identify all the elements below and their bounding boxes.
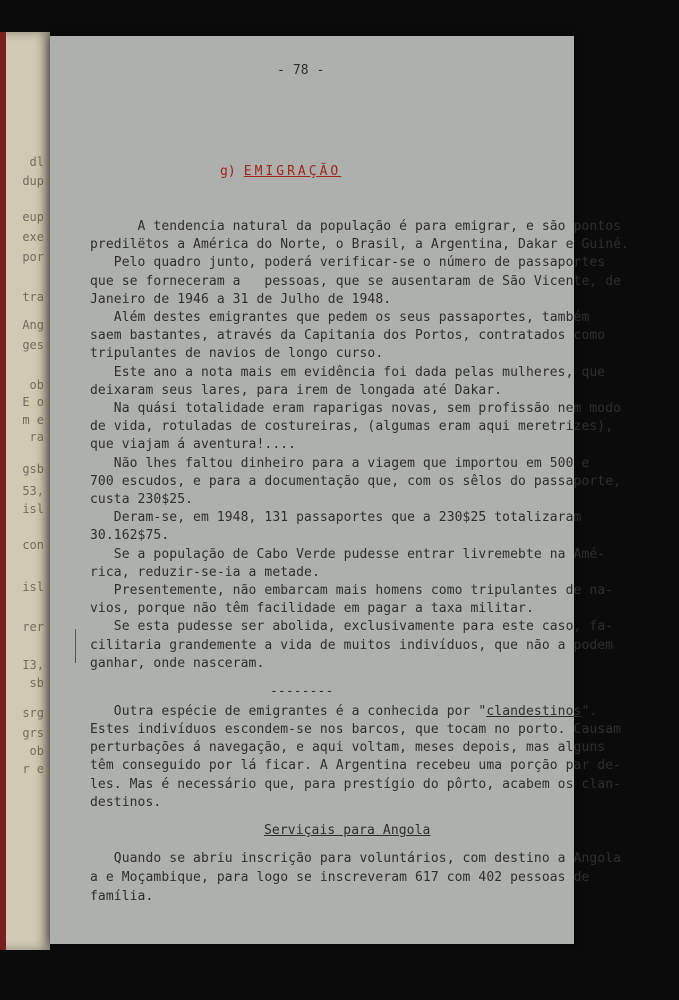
- text-line: que se forneceram a pessoas, que se ausentaram de São Vicente, de: [90, 273, 622, 289]
- text-line: saem bastantes, através da Capitania dos Portos, contratados como: [90, 328, 606, 344]
- facing-page-fragment: rer: [22, 620, 44, 634]
- text-line: Quando se abriu inscrição para voluntários, com destino a Angola: [90, 851, 622, 866]
- text-line: Não lhes faltou dinheiro para a viagem que importou em 500 e: [90, 455, 590, 471]
- facing-page-fragment: ob: [29, 378, 44, 392]
- text-line: família.: [90, 889, 154, 904]
- text-line: Este ano a nota mais em evidência foi dada pelas mulheres, que: [90, 364, 606, 380]
- margin-mark: [75, 629, 76, 663]
- facing-page-edge: [0, 32, 50, 950]
- text-line: Presentemente, não embarcam mais homens como tripulantes de na-: [90, 583, 614, 598]
- section-prefix: g): [220, 164, 244, 179]
- clandestinos-term: clandestinos: [486, 704, 582, 719]
- text-line: a e Moçambique, para logo se inscreveram 617 com 402 pessoas de: [90, 870, 590, 885]
- text-line: cilitaria grandemente a vida de muitos indivíduos, que não a podem: [90, 637, 614, 653]
- text-line: deixaram seus lares, para irem de longada até Dakar.: [90, 382, 503, 398]
- text-line: 700 escudos, e para a documentação que, com os sêlos do passaporte,: [90, 473, 622, 489]
- text-line: Estes indivíduos escondem-se nos barcos, que tocam no porto. Causam: [90, 722, 622, 737]
- text-line: custa 230$25.: [90, 492, 194, 507]
- facing-page-fragment: gsb: [22, 462, 44, 476]
- text-line: ganhar, onde nasceram.: [90, 655, 265, 671]
- facing-page-fragment: ges: [22, 338, 44, 352]
- text-line-end: ".: [581, 704, 598, 719]
- divider: --------: [270, 684, 334, 699]
- text-line: tripulantes de navios de longo curso.: [90, 346, 384, 362]
- document-page: [50, 36, 630, 944]
- facing-page-fragment: isl: [22, 502, 44, 516]
- text-line: Deram-se, em 1948, 131 passaportes que a 230$25 totalizaram: [90, 510, 582, 526]
- facing-page-fragment: dl: [29, 155, 44, 169]
- section-heading: EMIGRAÇÃO: [243, 164, 342, 179]
- text-line: Na quási totalidade eram raparigas novas, sem profissão nem modo: [90, 401, 622, 416]
- text-line: Além destes emigrantes que pedem os seus passaportes, também: [90, 310, 590, 325]
- page-number: - 78 -: [277, 63, 325, 78]
- facing-page-fragment: dup: [22, 174, 44, 188]
- text-line-start: Outra espécie de emigrantes é a conhecida por ": [90, 704, 487, 719]
- subheading: Serviçais para Angola: [264, 823, 431, 838]
- text-line: [90, 704, 597, 719]
- facing-page-fragment: E o: [22, 395, 44, 409]
- text-line: Pelo quadro junto, poderá verificar-se o número de passaportes: [90, 255, 606, 271]
- facing-page-fragment: ob: [29, 744, 44, 758]
- facing-page-fragment: ra: [29, 430, 44, 444]
- text-line: Se a população de Cabo Verde pudesse entrar livremebte na Amé-: [90, 546, 606, 562]
- text-line: les. Mas é necessário que, para prestígio do pôrto, acabem os clan-: [90, 776, 622, 792]
- text-line: 30.162$75.: [90, 528, 170, 544]
- facing-page-fragment: isl: [22, 580, 44, 594]
- facing-page-fragment: con: [22, 538, 44, 552]
- text-line: perturbações á navegação, e aqui voltam, meses depois, mas alguns: [90, 740, 606, 756]
- text-line: vios, porque não têm facilidade em pagar a taxa militar.: [90, 601, 534, 617]
- facing-page-fragment: srg: [22, 706, 44, 720]
- facing-page-fragment: grs: [22, 726, 44, 740]
- text-line: Janeiro de 1946 a 31 de Julho de 1948.: [90, 291, 392, 307]
- facing-page-fragment: por: [22, 250, 44, 264]
- text-line: predilëtos a América do Norte, o Brasil, a Argentina, Dakar e Guiné.: [90, 237, 630, 253]
- section-title: [220, 164, 341, 179]
- facing-page-fragment: 53,: [22, 484, 44, 498]
- text-line: destinos.: [90, 794, 162, 810]
- text-line: têm conseguido por lá ficar. A Argentina recebeu uma porção par de-: [90, 758, 622, 774]
- facing-page-fragment: m e: [22, 413, 44, 427]
- facing-page-fragment: exe: [22, 230, 44, 244]
- facing-page-fragment: eup: [22, 210, 44, 224]
- text-line: rica, reduzir-se-ia a metade.: [90, 564, 320, 580]
- facing-page-fragment: Ang: [22, 318, 44, 332]
- text-line: Se esta pudesse ser abolida, exclusivamente para este caso, fa-: [90, 619, 614, 635]
- facing-page-fragment: tra: [22, 290, 44, 304]
- text-line: A tendencia natural da população é para emigrar, e são pontos: [90, 219, 622, 234]
- book-spine: [0, 32, 6, 950]
- facing-page-fragment: r e: [22, 762, 44, 776]
- facing-page-fragment: I3,: [22, 658, 44, 672]
- text-line: de vida, rotuladas de costureiras, (algumas eram aqui meretrizes),: [90, 419, 614, 435]
- facing-page-fragment: sb: [29, 676, 44, 690]
- text-line: que viajam á aventura!....: [90, 437, 297, 453]
